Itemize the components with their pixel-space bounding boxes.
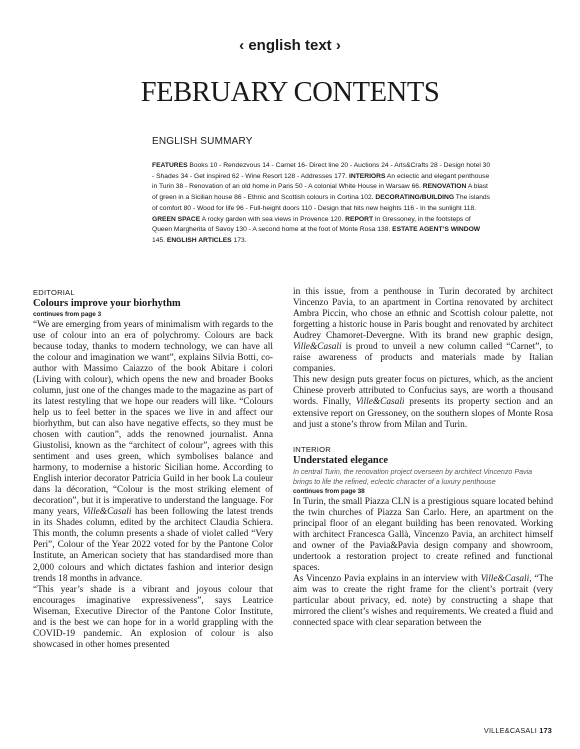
interior-title: Understated elegance — [293, 454, 388, 466]
editorial-section-label: EDITORIAL — [33, 288, 75, 297]
editorial-paragraph — [293, 375, 553, 430]
interior-section-label: INTERIOR — [293, 444, 331, 454]
editorial-text: in this issue, from a penthouse in Turin decorated by architect Vincenzo Pavia, to an apartment in Cortina renovated by architect Ambra Piccin, who chose an ethnic and Scottish colour palette, not forgetting a historic house in Paris bought and renovated by architect Audrey Chamoret-Devergne. With its brand new graphic design, — [293, 287, 553, 342]
summary-text-english-articles: 173. — [231, 236, 247, 244]
summary-text-report: In Gressoney, in the footsteps of Queen Margherita of Savoy 130 - A second home at the foot of Monte Rosa 138. — [152, 215, 471, 234]
brand-name: Ville&Casali — [355, 397, 405, 408]
editorial-paragraph: “This year’s shade is a vibrant and joyous colour that encourages imaginative expressiveness”, says Leatrice Wiseman, Executive Director of the Pantone Color Institute, and is the best we can hope for in a world grappling with the COVID-19 pandemic. An explosion of colour is also showcased in other homes presented — [33, 584, 273, 650]
editorial-continues: continues from page 3 — [33, 311, 102, 318]
editorial-paragraph — [293, 287, 553, 375]
summary-label-green-space: GREEN SPACE — [152, 215, 201, 223]
interior-continues: continues from page 38 — [293, 488, 365, 496]
editorial-title: Colours improve your biorhythm — [33, 298, 181, 309]
summary-text-renovation: A blast of green in a Sicilian house 86 - Ethnic and Scottish colours in Cortina 102. — [152, 183, 488, 202]
interior-text: , “The aim was to create the right frame for the client’s portrait (very particular about privacy, ed. note) by constructing a shape that mirrored the client’s wishes and requirements. We created a fluid and connected space with clear separation between the — [293, 574, 553, 629]
summary-text-green-space: A rocky garden with sea views in Provence 120. — [200, 215, 346, 223]
interior-deck: In central Turin, the renovation project overseen by architect Vincenzo Pavia brings to life the refined, eclectic character of a luxury penthouse — [293, 467, 533, 486]
summary-label-report: REPORT — [345, 215, 374, 223]
summary-text-estate: 145. — [152, 236, 167, 244]
interior-paragraph — [293, 574, 553, 629]
editorial-text: This new design puts greater focus on pictures, which, as the ancient Chinese proverb attributed to Confucius says, are worth a thousand words. Finally, — [293, 375, 553, 408]
summary-label: ENGLISH SUMMARY — [152, 136, 253, 147]
brand-name: Ville&Casali — [293, 342, 342, 353]
page-number: 173 — [539, 726, 552, 735]
summary-text-decorating: The islands of comfort 80 - Wood for life 96 - Full-height doors 110 - Design that hits new heights 116 - In the sunlight 118. — [152, 194, 490, 212]
magazine-name: VILLE&CASALI — [483, 726, 537, 735]
editorial-text: presents its property section and an extensive report on Gressoney, on the southern slopes of Monte Rosa and just a stone’s throw from Milan and Turin. — [293, 397, 553, 430]
editorial-text: “We are emerging from years of minimalism with regards to the use of colour into an era of polychromy. Colours are back because today, thanks to modern technology, we can have all the colour and imagination we want”, explains Silvia Botti, co-author with Massimo Caiazzo of the book Abitare i colori (Living with colour), which opens the new and broader Books column, just one of the changes made to the magazine as part of its latest restyling that we hope our readers will like. “Colours help us to feel better in the spaces we live in and affect our biorhythm, but can also have negative effects, so they must be chosen with caution”, adds the renowned journalist. Anna Giustolisi, known as the “architect of colour”, agrees with this sentiment and uses green, which symbolises balance and harmony, to modernise a historic Sicilian home. According to English interior decorator Patricia Guild in her book La couleur dans la décoration, “Colour is the most striking element of decoration”, but it is imperative to understand the language. For many years, — [33, 319, 273, 518]
page-title: FEBRUARY CONTENTS — [140, 77, 440, 108]
editorial-text: is proud to unveil a new column called “Carnet”, to raise awareness of products and materials made by Italian companies. — [293, 342, 553, 375]
summary-label-renovation: RENOVATION — [422, 183, 467, 191]
summary-label-estate: ESTATE AGENT’S WINDOW — [392, 226, 481, 234]
page-folio — [484, 726, 552, 735]
brand-name: Ville&Casali — [82, 507, 132, 518]
editorial-paragraph — [33, 320, 273, 585]
summary-text-interiors: An eclectic and elegant penthouse in Turin 38 - Renovation of an old home in Paris 50 - A colonial White House in Warsaw 66. — [152, 172, 490, 191]
interior-text: As Vincenzo Pavia explains in an interview with — [293, 574, 481, 585]
right-column — [293, 287, 553, 629]
left-column — [33, 288, 273, 651]
summary-label-interiors: INTERIORS — [349, 172, 386, 180]
interior-paragraph: In Turin, the small Piazza CLN is a prestigious square located behind the twin churches of Piazza San Carlo. Here, an apartment on the principal floor of an elegant building has been renovated. Working with architect Francesca Gallà, Vincenzo Pavia, an architect himself and owner of the Pavia&Pavia design company and showroom, undertook a restoration project to create refined and functional spaces. — [293, 496, 553, 573]
summary-label-features: FEATURES — [152, 162, 188, 169]
editorial-text: has been following the latest trends in its Shades column, edited by the architect Claudia Schiera. This month, the column presents a shade of violet called “Very Peri”, Colour of the Year 2022 voted for by the Pantone Color Institute, an American society that has standardised more than 2,000 colours and which dictates fashion and interior design trends 18 months in advance. — [33, 507, 273, 584]
summary-block — [152, 161, 492, 247]
english-text-kicker: ‹ english text › — [239, 37, 341, 54]
summary-label-decorating: DECORATING/BUILDING — [375, 194, 455, 202]
brand-name: Ville&Casali — [480, 574, 530, 585]
summary-label-english-articles: ENGLISH ARTICLES — [166, 236, 232, 244]
summary-text-features: Books 10 - Rendezvous 14 - Carnet 16- Direct line 20 - Auctions 24 - Arts&Crafts 28 - Design hotel 30 - Shades 34 - Get inspired 62 - Wine Resort 128 - Addresses 177. — [152, 162, 491, 180]
